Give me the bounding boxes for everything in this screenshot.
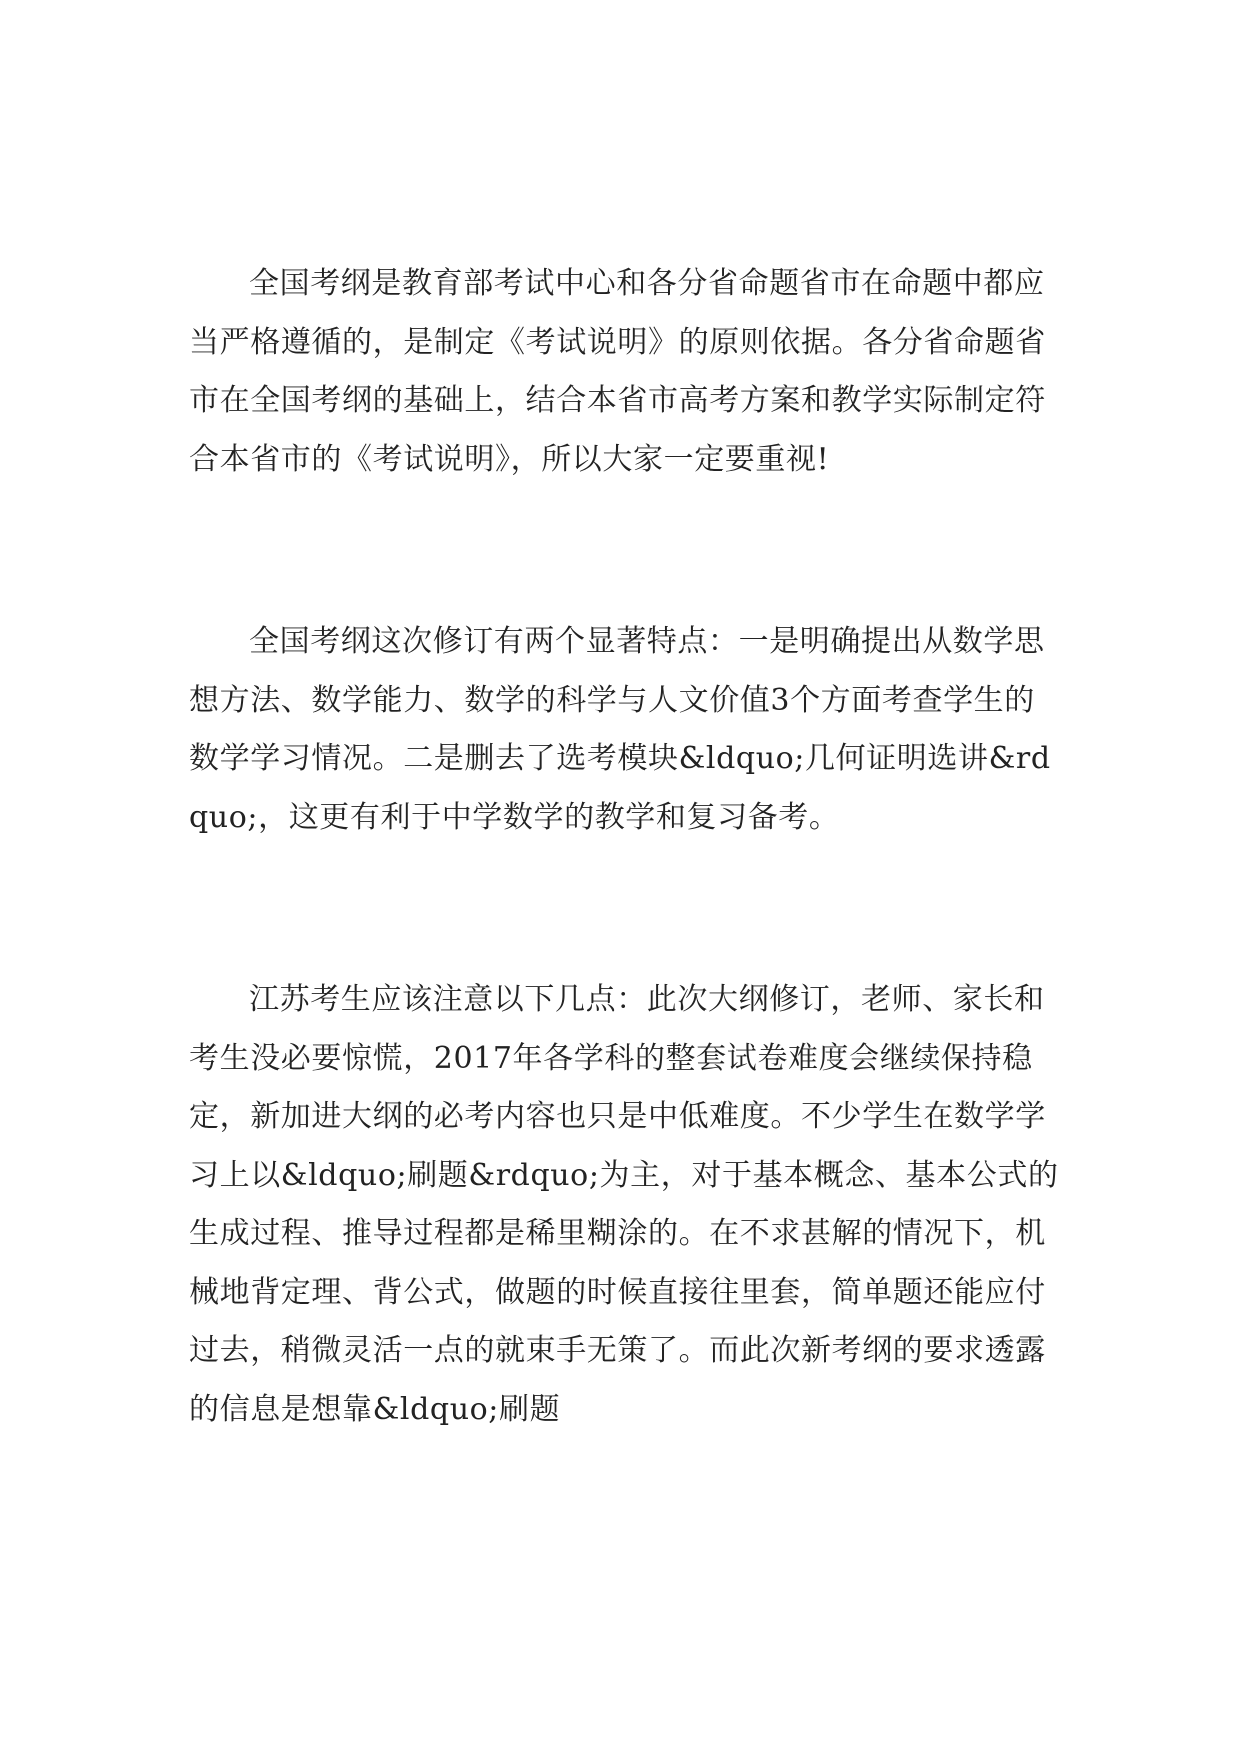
paragraph-exam-outline-importance: 全国考纲是教育部考试中心和各分省命题省市在命题中都应当严格遵循的，是制定《考试说明》的原则依据。各分省命题省市在全国考纲的基础上，结合本省市高考方案和教学实际制定符合本省市的《考试说明》，所以大家一定要重视! xyxy=(189,266,1046,477)
paragraph-jiangsu-advice: 江苏考生应该注意以下几点：此次大纲修订，老师、家长和考生没必要惊慌，2017年各学科的整套试卷难度会继续保持稳定，新加进大纲的必考内容也只是中低难度。不少学生在数学学习上以&ldquo;刷题&rdquo;为主，对于基本概念、基本公式的生成过程、推导过程都是稀里糊涂的。在不求甚解的情况下，机械地背定理、背公式，做题的时候直接往里套，简单题还能应付过去，稍微灵活一点的就束手无策了。而此次新考纲的要求透露的信息是想靠&ldquo;刷题 xyxy=(189,982,1059,1427)
paragraph-revision-features: 全国考纲这次修订有两个显著特点：一是明确提出从数学思想方法、数学能力、数学的科学与人文价值3个方面考查学生的数学学习情况。二是删去了选考模块&ldquo;几何证明选讲&rdquo;，这更有利于中学数学的教学和复习备考。 xyxy=(189,624,1051,835)
document-body xyxy=(189,255,1064,1439)
